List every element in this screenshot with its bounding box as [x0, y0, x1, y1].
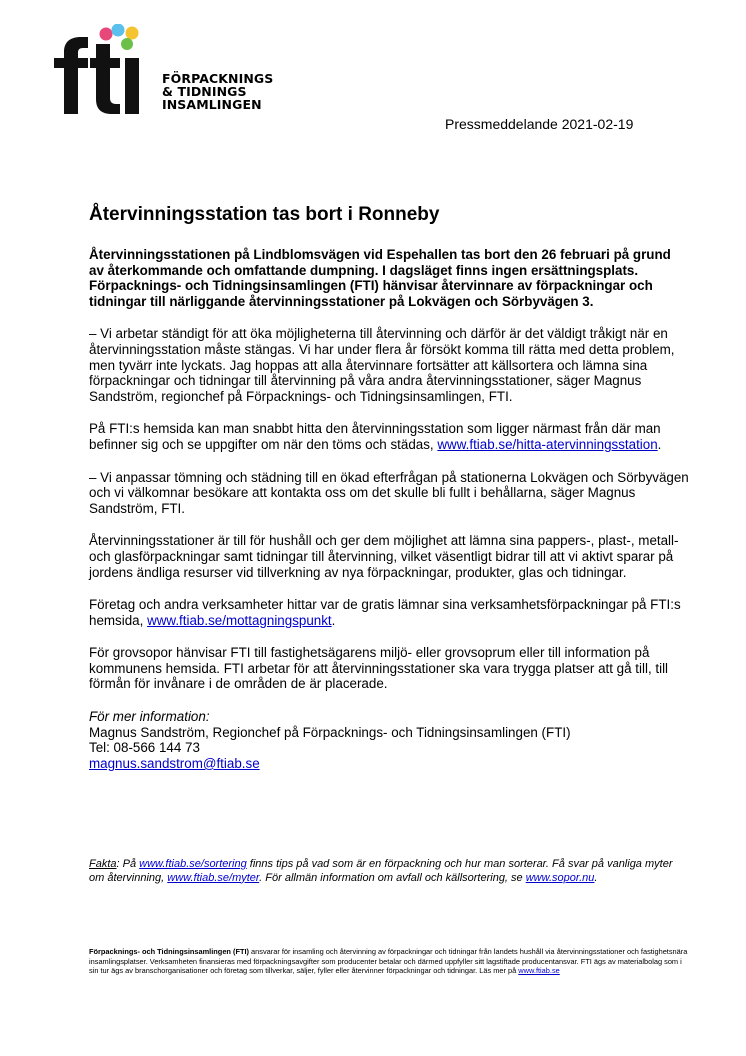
- logo-line-1: FÖRPACKNINGS: [162, 71, 274, 86]
- fakta-text: finns tips på vad som är en förpackning och hur man sorterar. Få svar på vanliga myter om återvinning,: [89, 858, 673, 884]
- fakta-label: Fakta: [89, 858, 117, 870]
- contact-block: [89, 709, 689, 771]
- fakta-text: .: [594, 871, 598, 884]
- logo-dot-yellow: [126, 27, 139, 40]
- fakta-text: : På: [116, 858, 140, 870]
- paragraph-quote-2: – Vi anpassar tömning och städning till en ökad efterfrågan på stationerna Lokvägen och Sörbyvägen och vi välkomnar besökare att kontakta oss om det skulle bli fullt i behållarna, säger Magnus Sandström, FTI.: [89, 469, 689, 516]
- logo-line-3: INSAMLINGEN: [162, 97, 262, 112]
- link-hitta-atervinningsstation[interactable]: www.ftiab.se/hitta-atervinningsstation: [437, 436, 658, 452]
- contact-phone: Tel: 08-566 144 73: [89, 740, 200, 756]
- logo-letter-t: [90, 44, 120, 114]
- logo-letter-f: [54, 37, 88, 114]
- footer-boilerplate: [89, 947, 689, 976]
- paragraph-bulky-waste: För grovsopor hänvisar FTI till fastighetsägarens miljö- eller grovsoprum eller till information på kommunens hemsida. FTI arbetar för att återvinningsstationer ska vara trygga platser att gå till, till förmån för invånare i de områden de är placerade.: [89, 645, 669, 692]
- paragraph-end: .: [331, 612, 336, 628]
- footer-text: ansvarar för insamling och återvinning av förpackningar och tidningar från landets hushåll via återvinningsstationer och fastighetsnära insamlingsplatser. Verksamheten finansieras med förpackningsavgifter som producenter betalar och därmed uppfyller sitt lagstiftade producentansvar. FTI ägs av materialbolag som i sin tur ägs av branschorganisationer och företag som tillverkar, säljer, fyller eller återvinner förpackningar och tidningar. Läs mer på: [89, 947, 688, 975]
- press-release-date: Pressmeddelande 2021-02-19: [445, 116, 634, 132]
- logo-dot-green: [121, 38, 133, 50]
- link-mottagningspunkt[interactable]: www.ftiab.se/mottagningspunkt: [147, 612, 332, 628]
- paragraph-text: På FTI:s hemsida kan man snabbt hitta den återvinningsstation som ligger närmast från där man befinner sig och se uppgifter om när den töms och städas,: [89, 421, 661, 452]
- footer-link-ftiab[interactable]: www.ftiab.se: [518, 966, 560, 975]
- paragraph-companies: [89, 597, 689, 628]
- contact-email-link[interactable]: magnus.sandstrom@ftiab.se: [89, 755, 260, 771]
- footer-company-name: Förpacknings- och Tidningsinsamlingen (FTI): [89, 947, 249, 956]
- logo-dot-blue: [112, 24, 125, 37]
- fakta-note: [89, 858, 689, 885]
- logo-line-2: & TIDNINGS: [162, 84, 247, 99]
- fakta-text: . För allmän information om avfall och källsortering, se: [259, 871, 526, 884]
- paragraph-end: .: [657, 436, 662, 452]
- paragraph-purpose: Återvinningsstationer är till för hushåll och ger dem möjlighet att lämna sina pappers-, plast-, metall- och glasförpackningar samt tidningar till återvinning, vilket väsentligt bidrar till att vi aktivt sparar på jordens ändliga resurser vid tillverkning av nya förpackningar, produkter, glas och tidningar.: [89, 533, 679, 580]
- fti-logo-mark: [50, 24, 160, 124]
- contact-heading: För mer information:: [89, 709, 210, 725]
- logo-letter-i: [125, 58, 139, 114]
- logo-dot-pink: [100, 28, 113, 41]
- lead-paragraph: Återvinningsstationen på Lindblomsvägen vid Espehallen tas bort den 26 februari på grund av återkommande och omfattande dumpning. I dagsläget finns ingen ersättningsplats. Förpacknings- och Tidningsinsamlingen (FTI) hänvisar återvinnare av förpackningar och tidningar till närliggande återvinningsstationer på Lokvägen och Sörbyvägen 3.: [89, 247, 671, 309]
- paragraph-text: Företag och andra verksamheter hittar var de gratis lämnar sina verksamhetsförpackningar på FTI:s hemsida,: [89, 597, 681, 628]
- contact-name: Magnus Sandström, Regionchef på Förpacknings- och Tidningsinsamlingen (FTI): [89, 724, 571, 740]
- link-myter[interactable]: www.ftiab.se/myter: [167, 871, 260, 884]
- fti-logo: [50, 24, 290, 124]
- logo-wordmark: [162, 72, 273, 111]
- paragraph-quote-1: – Vi arbetar ständigt för att öka möjligheterna till återvinning och därför är det väldigt tråkigt när en återvinningsstation måste stängas. Vi har under flera år försökt komma till rätta med detta problem, men tyvärr inte lyckats. Jag hoppas att alla återvinnare fortsätter att källsortera och lämna sina förpackningar och tidningar till återvinning på våra andra återvinningsstationer, säger Magnus Sandström, regionchef på Förpacknings- och Tidningsinsamlingen, FTI.: [89, 326, 675, 404]
- link-sopor[interactable]: www.sopor.nu: [525, 871, 595, 884]
- link-sortering[interactable]: www.ftiab.se/sortering: [139, 858, 247, 870]
- page-title: Återvinningsstation tas bort i Ronneby: [89, 204, 440, 225]
- paragraph-website: [89, 421, 689, 452]
- article-body: [89, 203, 689, 771]
